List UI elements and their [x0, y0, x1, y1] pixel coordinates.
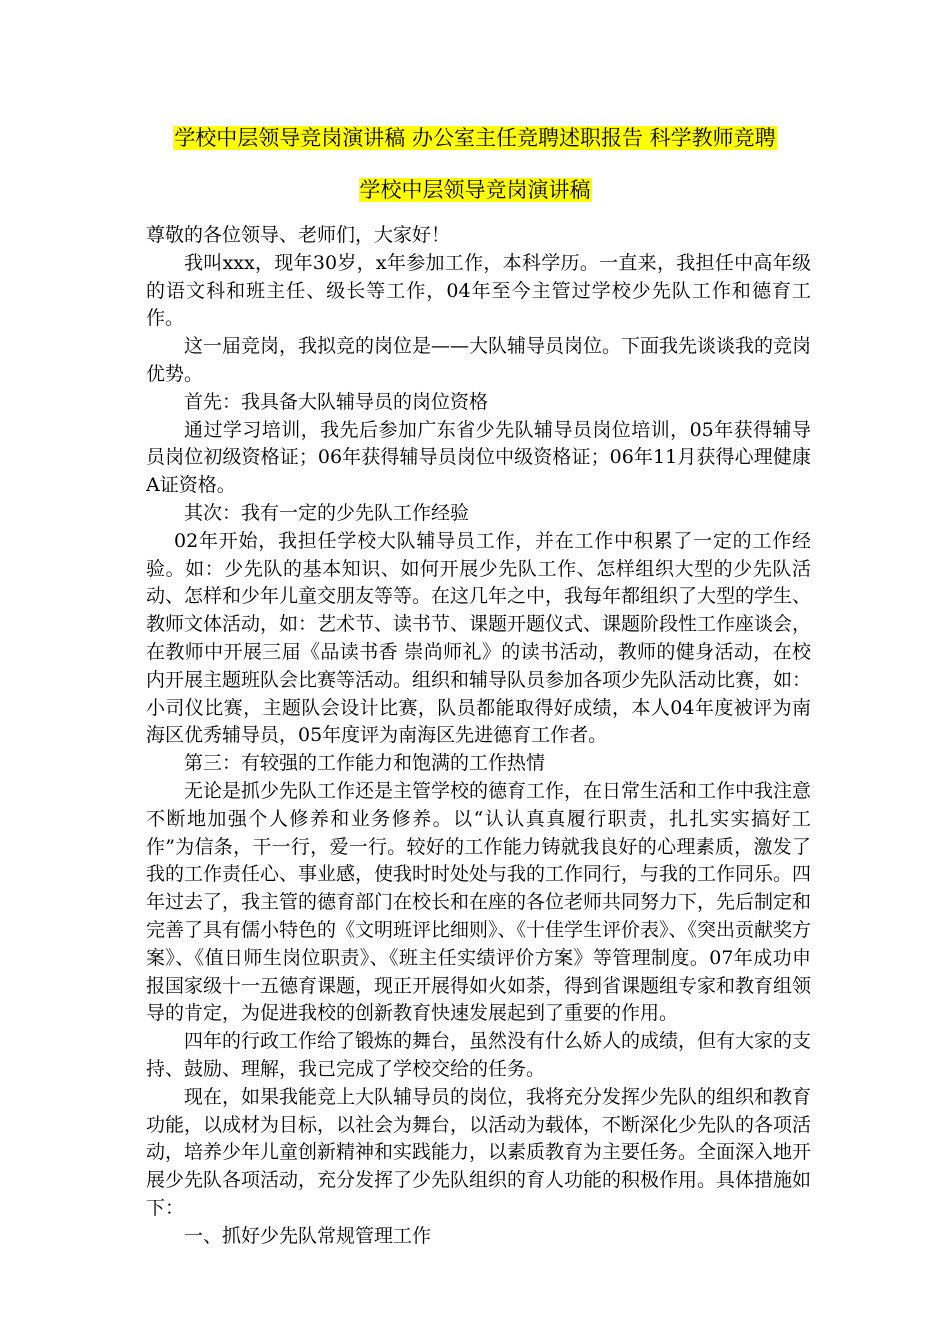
- title-highlight-2: 学校中层领导竞岗演讲稿: [359, 178, 591, 202]
- paragraph-position: 这一届竞岗，我拟竞的岗位是——大队辅导员岗位。下面我先谈谈我的竞岗优势。: [146, 335, 812, 385]
- document-body: [146, 222, 811, 1250]
- title-highlight-1: 学校中层领导竞岗演讲稿 办公室主任竞聘述职报告 科学教师竞聘: [174, 126, 776, 150]
- paragraph-intro: 我叫xxx，现年30岁，x年参加工作，本科学历。一直来，我担任中高年级的语文科和班主任、级长等工作，04年至今主管过学校少先队工作和德育工作。: [146, 251, 811, 330]
- paragraph-plan: 现在，如果我能竞上大队辅导员的岗位，我将充分发挥少先队的组织和教育功能，以成材为目标，以社会为舞台，以活动为载体，不断深化少先队的各项活动，培养少年儿童创新精神和实践能力，以素质教育为主要任务。全面深入地开展少先队各项活动，充分发挥了少先队组织的育人功能的积极作用。具体措施如下：: [146, 1085, 812, 1219]
- heading-first: 首先：我具备大队辅导员的岗位资格: [184, 390, 489, 413]
- heading-second: 其次：我有一定的少先队工作经验: [184, 501, 470, 524]
- document-title-line-2: [0, 176, 950, 204]
- heading-measure-1: 一、抓好少先队常规管理工作: [184, 1224, 432, 1247]
- document-title-line-1: [0, 124, 950, 152]
- heading-third: 第三：有较强的工作能力和饱满的工作热情: [184, 752, 546, 775]
- paragraph-ability: 无论是抓少先队工作还是主管学校的德育工作，在日常生活和工作中我注意不断地加强个人修养和业务修养。以“认认真真履行职责，扎扎实实搞好工作”为信条，干一行，爱一行。较好的工作能力铸就我良好的心理素质，激发了我的工作责任心、事业感，使我时时处处与我的工作同行，与我的工作同乐。四年过去了，我主管的德育部门在校长和在座的各位老师共同努力下，先后制定和完善了具有儒小特色的《文明班评比细则》、《十佳学生评价表》、《突出贡献奖方案》、《值日师生岗位职责》、《班主任实绩评价方案》等管理制度。07年成功申报国家级十一五德育课题，现正开展得如火如荼，得到省课题组专家和教育组领导的肯定，为促进我校的创新教育快速发展起到了重要的作用。: [146, 779, 812, 1025]
- paragraph-qualification: 通过学习培训，我先后参加广东省少先队辅导员岗位培训，05年获得辅导员岗位初级资格证；06年获得辅导员岗位中级资格证；06年11月获得心理健康A证资格。: [146, 418, 811, 497]
- salutation: 尊敬的各位领导、老师们，大家好！: [146, 224, 451, 246]
- paragraph-admin: 四年的行政工作给了锻炼的舞台，虽然没有什么娇人的成绩，但有大家的支持、鼓励、理解，我已完成了学校交给的任务。: [146, 1030, 812, 1080]
- paragraph-experience: 02年开始，我担任学校大队辅导员工作，并在工作中积累了一定的工作经验。如：少先队的基本知识、如何开展少先队工作、怎样组织大型的少先队活动、怎样和少年儿童交朋友等等。在这几年之中，我每年都组织了大型的学生、教师文体活动，如：艺术节、读书节、课题开题仪式、课题阶段性工作座谈会，在教师中开展三届《品读书香 崇尚师礼》的读书活动，教师的健身活动，在校内开展主题班队会比赛等活动。组织和辅导队员参加各项少先队活动比赛，如：小司仪比赛，主题队会设计比赛，队员都能取得好成绩，本人04年度被评为南海区优秀辅导员，05年度评为南海区先进德育工作者。: [146, 529, 812, 747]
